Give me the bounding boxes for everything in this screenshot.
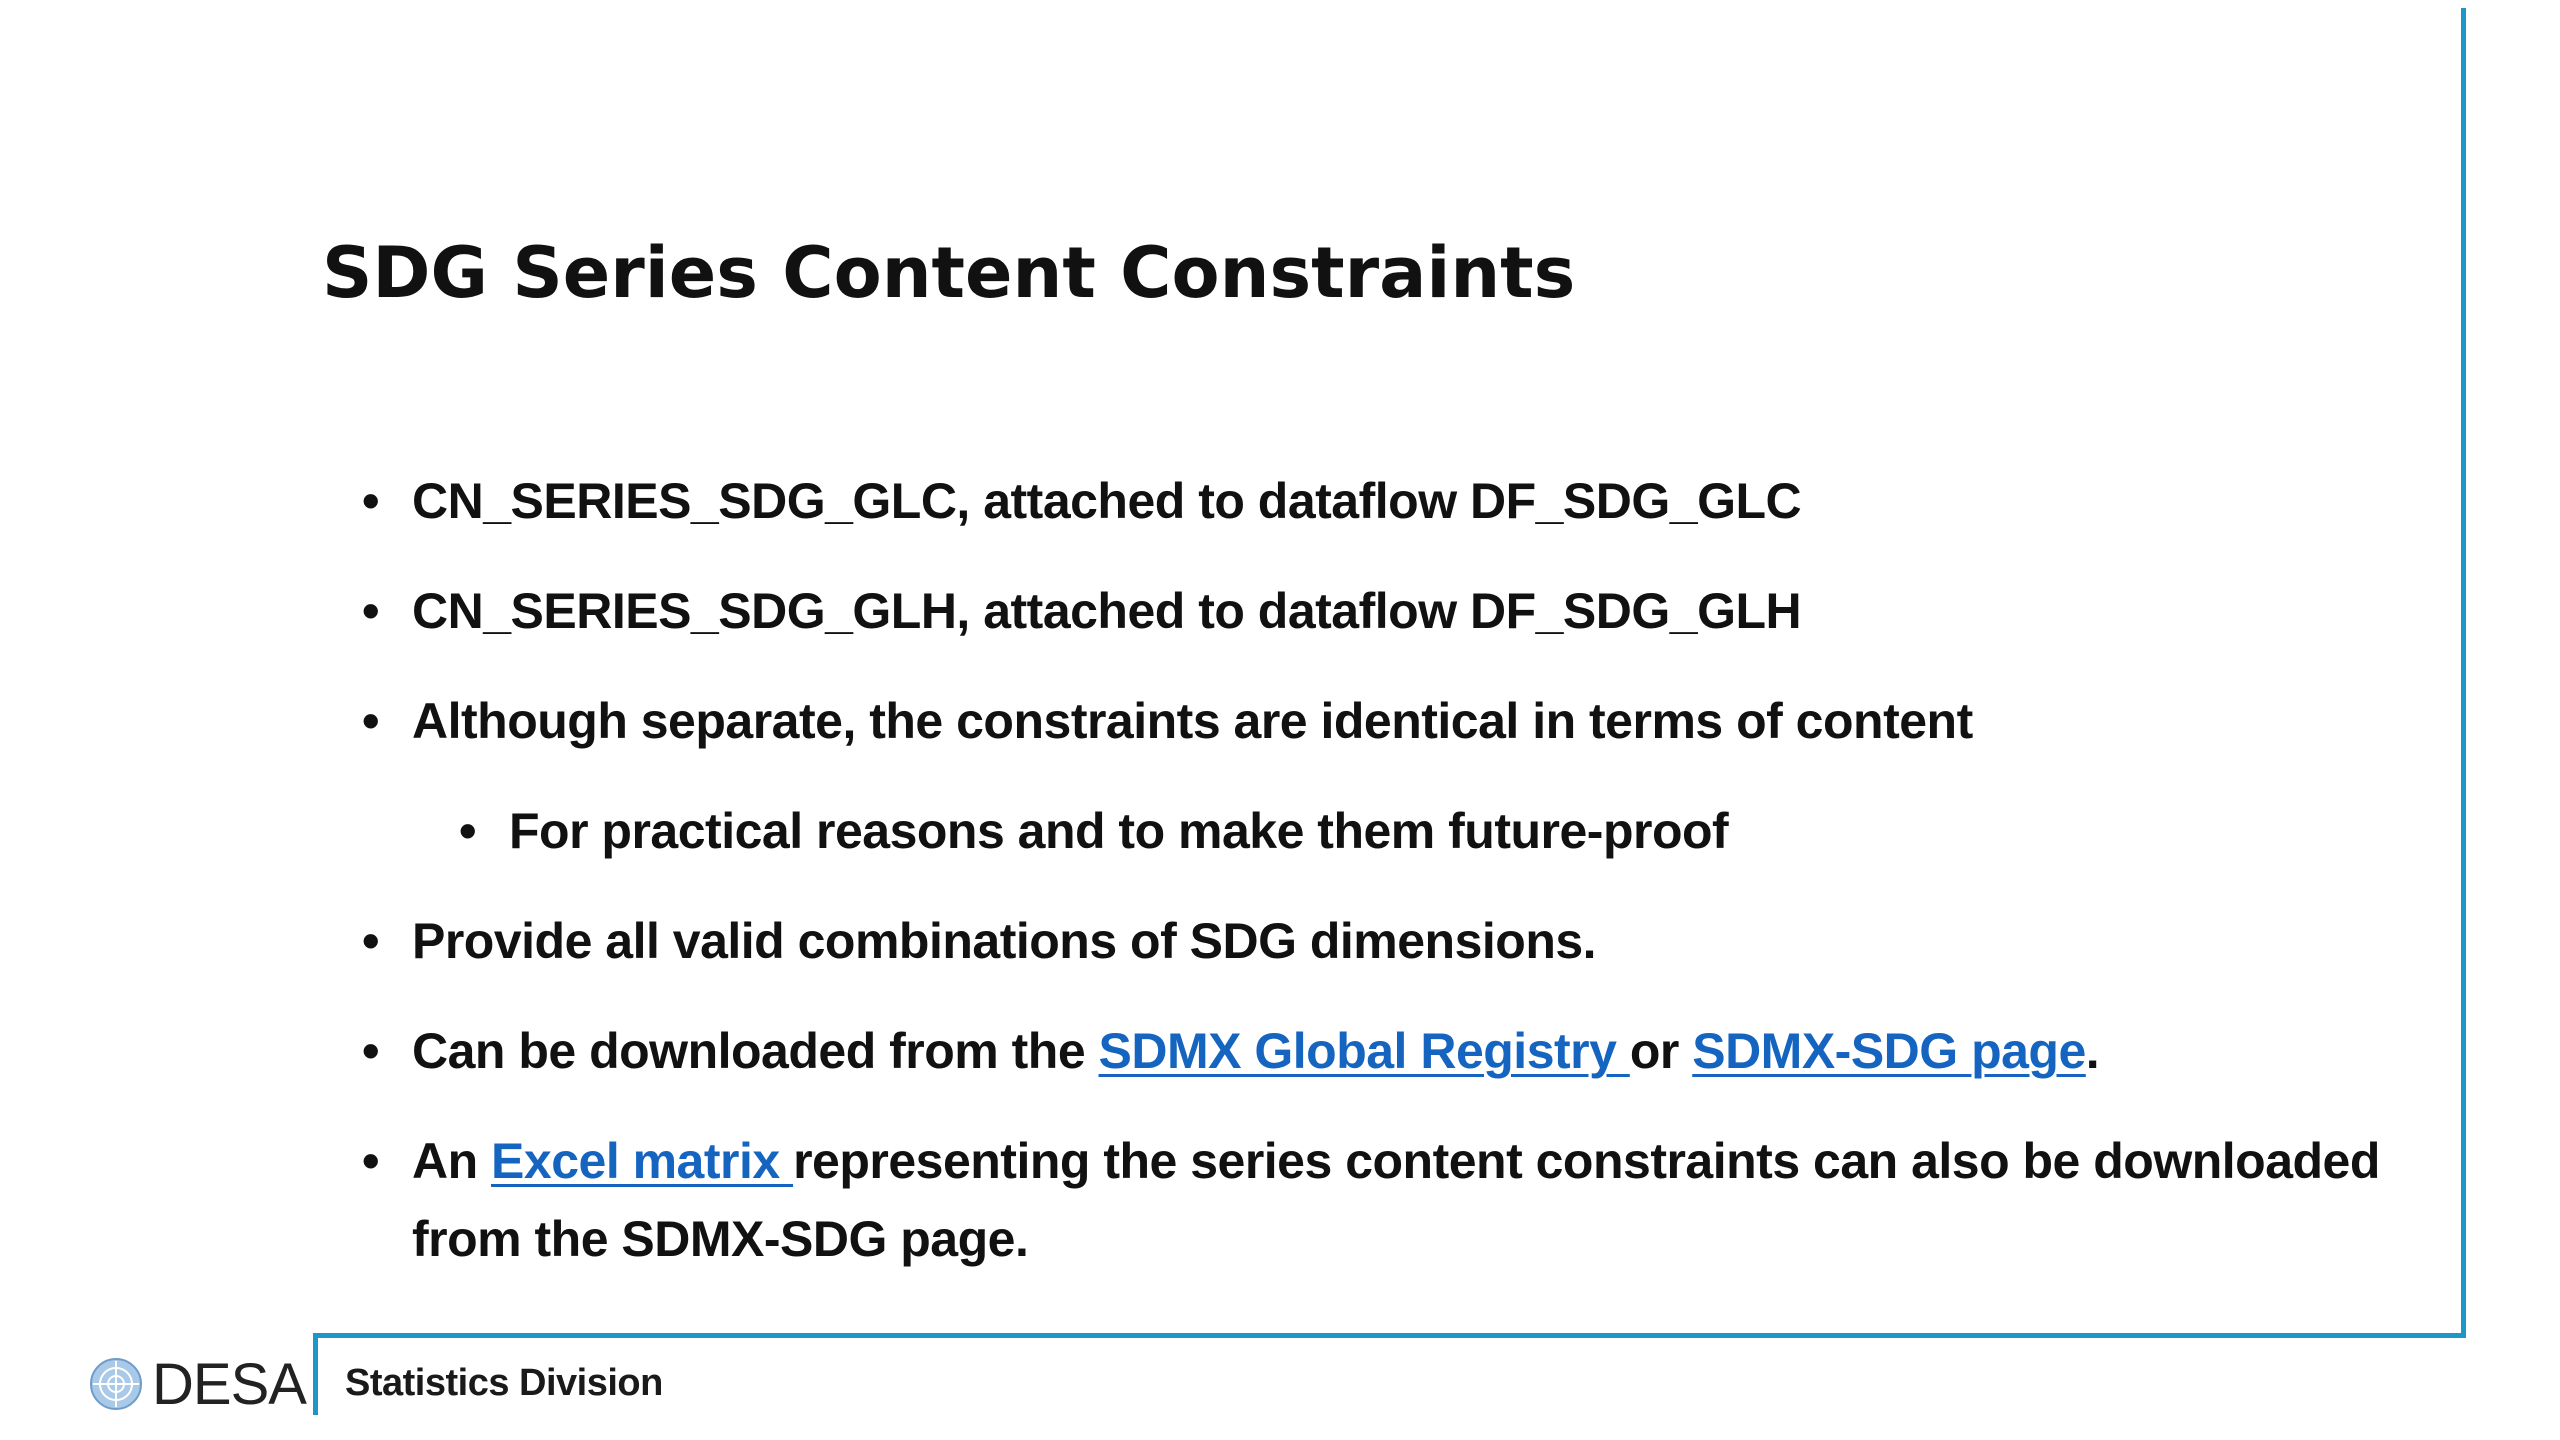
bullet-text: For practical reasons and to make them future-proof — [509, 803, 1729, 859]
bullet-item — [362, 1012, 2442, 1090]
sdmx-sdg-page-link[interactable]: SDMX-SDG page — [1692, 1023, 2086, 1079]
bullet-dot: • — [362, 583, 380, 639]
un-globe-icon — [88, 1356, 144, 1412]
bullet-text: CN_SERIES_SDG_GLC, attached to dataflow DF_SDG_GLC — [412, 473, 1802, 529]
excel-matrix-link[interactable]: Excel matrix — [491, 1133, 794, 1189]
bullet-text-middle: or — [1629, 1023, 1693, 1079]
bullet-item — [362, 1122, 2452, 1278]
sdmx-global-registry-link[interactable]: SDMX Global Registry — [1098, 1023, 1630, 1079]
bullet-text: CN_SERIES_SDG_GLH, attached to dataflow DF_SDG_GLH — [412, 583, 1802, 639]
bullet-text — [412, 1023, 2099, 1079]
bullet-dot: • — [459, 803, 477, 859]
frame-right-border — [2461, 8, 2466, 1338]
bullet-text-suffix: representing the series content constraints can also be downloaded from the SDMX-SDG page. — [412, 1133, 2380, 1267]
bullet-text-prefix: An — [412, 1133, 492, 1189]
bullet-item — [362, 572, 2442, 650]
slide-title: SDG Series Content Constraints — [322, 232, 1576, 314]
footer-divider — [313, 1333, 318, 1415]
desa-logo-text: DESA — [152, 1351, 306, 1417]
bullet-dot: • — [362, 913, 380, 969]
desa-logo — [88, 1346, 306, 1422]
sub-bullet-item — [459, 792, 2442, 870]
bullet-text-suffix: . — [2085, 1023, 2100, 1079]
bullet-dot: • — [362, 473, 380, 529]
bullet-text-prefix: Can be downloaded from the — [412, 1023, 1099, 1079]
frame-bottom-border — [316, 1333, 2466, 1338]
bullet-text: Although separate, the constraints are identical in terms of content — [412, 693, 1973, 749]
bullet-dot: • — [362, 693, 380, 749]
bullet-list — [362, 462, 2442, 1310]
bullet-dot: • — [362, 1023, 380, 1079]
bullet-item — [362, 462, 2442, 540]
bullet-item — [362, 682, 2442, 760]
bullet-dot: • — [362, 1133, 380, 1189]
footer-division-label: Statistics Division — [345, 1362, 663, 1404]
bullet-item — [362, 902, 2442, 980]
bullet-text — [412, 1133, 2380, 1267]
bullet-text: Provide all valid combinations of SDG dimensions. — [412, 913, 1597, 969]
